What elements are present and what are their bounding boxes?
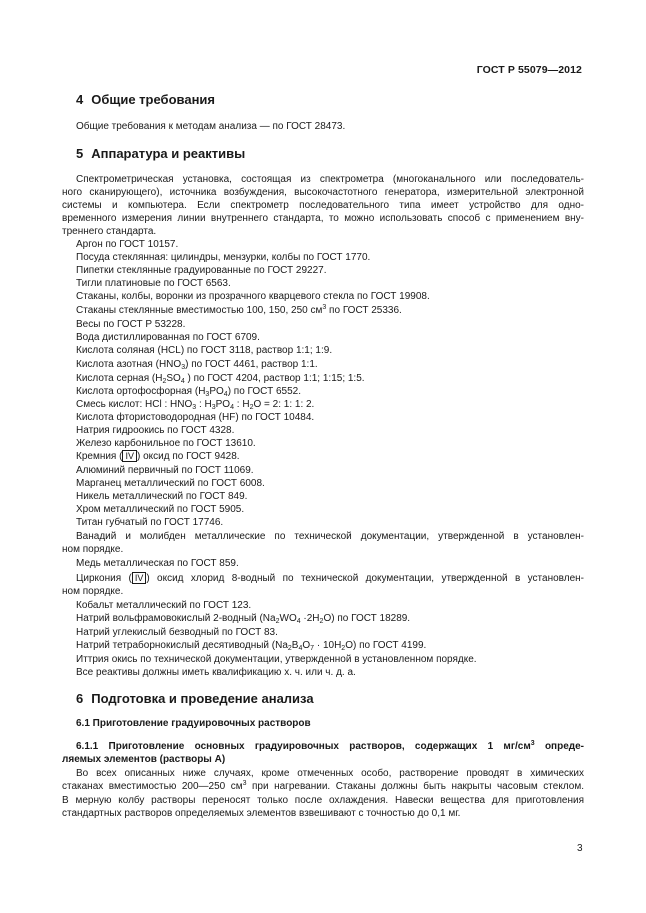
page-number: 3: [577, 843, 583, 854]
list-item: Кремния ( IV ) оксид по ГОСТ 9428.: [76, 451, 240, 462]
paragraph-line: ном порядке.: [62, 544, 124, 555]
list-item: Хром металлический по ГОСТ 5905.: [76, 504, 245, 515]
section-number: 6: [76, 691, 84, 706]
section-title: Аппаратура и реактивы: [91, 146, 246, 161]
list-item: Кислота серная ($H_2SO_4$ ) по ГОСТ 4204, раствор 1:1; 1:15; 1:5.: [76, 373, 365, 385]
section-number: 4: [76, 92, 84, 107]
section-6-heading: [76, 691, 314, 706]
list-item: Никель металлический по ГОСТ 849.: [76, 491, 248, 502]
section-4-heading: [76, 92, 215, 107]
list-item: Стаканы стеклянные вместимостью 100, 150, 250 $см^3$ по ГОСТ 25336.: [76, 304, 402, 316]
paragraph-line: стаканах вместимостью 200—250 $см^3$ при нагревании. Стаканы должны быть накрыты часовым стеклом.: [62, 780, 584, 792]
list-item: Кислота ортофосфорная $(H_3PO_4)$ по ГОСТ 6552.: [76, 386, 301, 398]
list-item: Аргон по ГОСТ 10157.: [76, 239, 179, 250]
list-item: Весы по ГОСТ Р 53228.: [76, 319, 186, 330]
list-item: Вода дистиллированная по ГОСТ 6709.: [76, 332, 260, 343]
list-item: Железо карбонильное по ГОСТ 13610.: [76, 438, 256, 449]
section-title: Подготовка и проведение анализа: [91, 691, 314, 706]
list-item: Кислота соляная (HCL) по ГОСТ 3118, раствор 1:1; 1:9.: [76, 345, 333, 356]
section-5-heading: [76, 146, 245, 161]
paragraph-line: В мерную колбу растворы переносят только после охлаждения. Навески вещества для приготовления: [62, 795, 584, 806]
paragraph-line: Циркония ( IV ) оксид хлорид 8-водный по технической документации, утвержденной в установлен-: [76, 573, 584, 584]
list-item: Натрий углекислый безводный по ГОСТ 83.: [76, 627, 278, 638]
paragraph-line: Ванадий и молибден металлические по технической документации, утвержденной в установлен-: [76, 531, 584, 542]
roman-numeral: IV: [122, 450, 137, 462]
paragraph-line: системы и компьютера. Если спектрометр последовательного типа имеет устройство для одно-: [62, 200, 584, 211]
section-title: Общие требования: [91, 92, 215, 107]
paragraph-line: треннего стандарта.: [62, 226, 157, 237]
paragraph-line: ного сканирующего), источника возбуждения, высокочастотного генератора, измерительной электронной: [62, 187, 584, 198]
list-item: Кобальт металлический по ГОСТ 123.: [76, 600, 252, 611]
list-item: Тигли платиновые по ГОСТ 6563.: [76, 278, 231, 289]
paragraph-line: временного измерения линии внутреннего стандарта, то можно использовать способ с применением вну-: [62, 213, 584, 224]
list-item: Стаканы, колбы, воронки из прозрачного кварцевого стекла по ГОСТ 19908.: [76, 291, 430, 302]
list-item: Иттрия окись по технической документации, утвержденной в установленном порядке.: [76, 654, 477, 665]
paragraph-line: Спектрометрическая установка, состоящая из спектрометра (многоканального или последователь-: [76, 174, 584, 185]
list-item: Кислота фтористоводородная (HF) по ГОСТ 10484.: [76, 412, 315, 423]
list-item: Пипетки стеклянные градуированные по ГОСТ 29227.: [76, 265, 327, 276]
list-item: Все реактивы должны иметь квалификацию х. ч. или ч. д. а.: [76, 667, 356, 678]
list-item: Натрий вольфрамовокислый 2-водный $(Na_2WO_4 \cdot 2H_2O)$ по ГОСТ 18289.: [76, 613, 411, 625]
roman-numeral: IV: [132, 572, 147, 584]
list-item: Смесь кислот: HCl : $HNO_3$ : $H_3PO_4$ : $H_2O = 2$: 1: 1: 2.: [76, 399, 315, 411]
paragraph-line: Во всех описанных ниже случаях, кроме отмеченных особо, растворение проводят в химических: [76, 768, 584, 779]
standard-header: ГОСТ Р 55079—2012: [476, 64, 582, 76]
list-item: Марганец металлический по ГОСТ 6008.: [76, 478, 265, 489]
section-number: 5: [76, 146, 84, 161]
section-4-text: Общие требования к методам анализа — по ГОСТ 28473.: [76, 121, 346, 132]
subsection-6-1-1-heading: 6.1.1 Приготовление основных градуировочных растворов, содержащих 1 $мг/см^3$ опреде-: [76, 740, 584, 752]
list-item: Натрия гидроокись по ГОСТ 4328.: [76, 425, 235, 436]
paragraph-line: ном порядке.: [62, 586, 124, 597]
list-item: Титан губчатый по ГОСТ 17746.: [76, 517, 224, 528]
list-item: Посуда стеклянная: цилиндры, мензурки, колбы по ГОСТ 1770.: [76, 252, 371, 263]
list-item: Натрий тетраборнокислый десятиводный $(Na_2B_4O_7 \cdot 10H_2O)$ по ГОСТ 4199.: [76, 640, 427, 652]
list-item: Кислота азотная $(HNO_3)$ по ГОСТ 4461, раствор 1:1.: [76, 359, 318, 371]
list-item: Медь металлическая по ГОСТ 859.: [76, 558, 239, 569]
subsection-6-1-1-heading-cont: ляемых элементов (растворы А): [62, 754, 226, 765]
subsection-6-1-heading: 6.1 Приготовление градуировочных растворов: [76, 718, 311, 729]
list-item: Алюминий первичный по ГОСТ 11069.: [76, 465, 254, 476]
paragraph-line: стандартных растворов определяемых элементов взвешивают с точностью до 0,1 мг.: [62, 808, 461, 819]
